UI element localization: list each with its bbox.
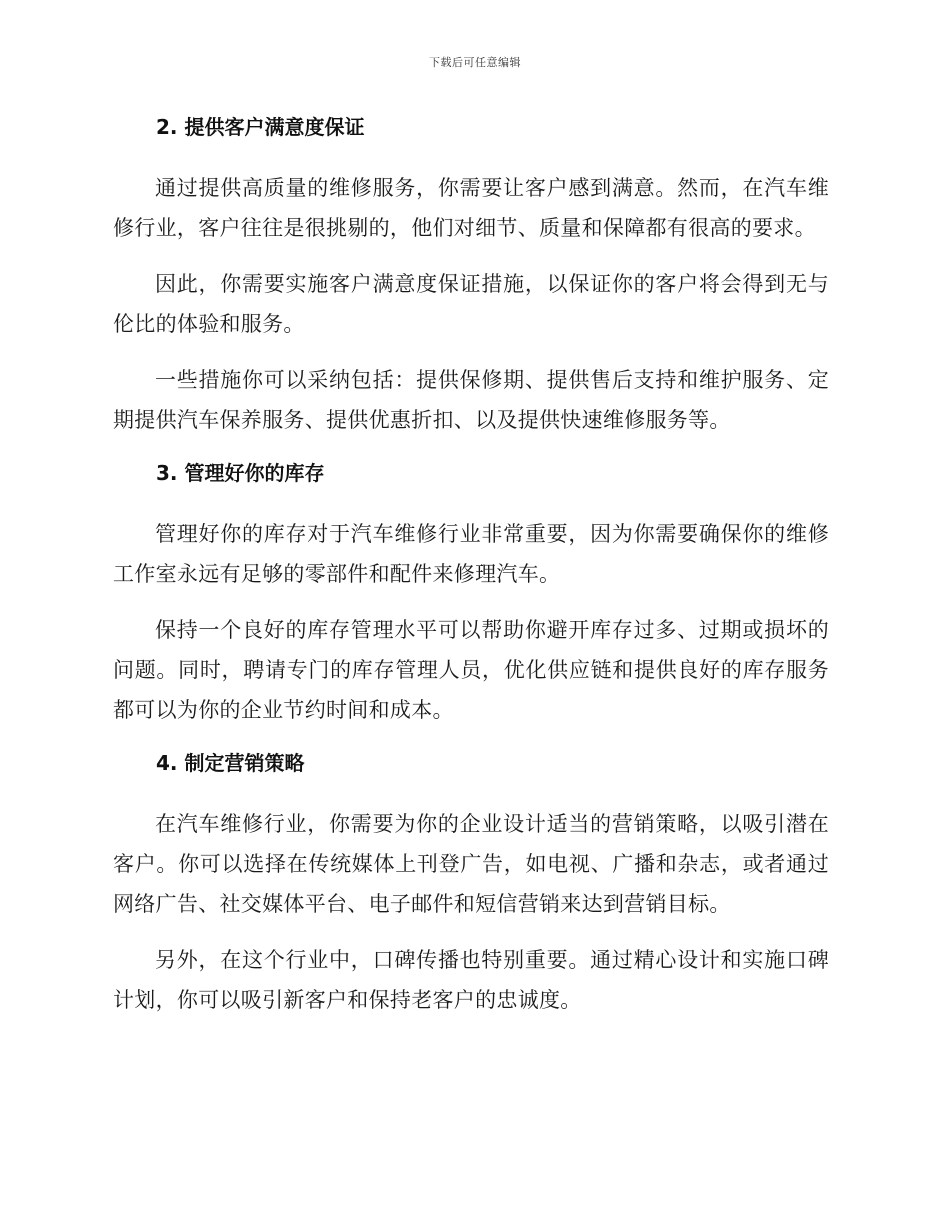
paragraph: 保持一个良好的库存管理水平可以帮助你避开库存过多、过期或损坏的问题。同时，聘请专门的库存管理人员，优化供应链和提供良好的库存服务都可以为你的企业节约时间和成本。 xyxy=(113,618,829,722)
paragraph: 另外，在这个行业中，口碑传播也特别重要。通过精心设计和实施口碑计划，你可以吸引新客户和保持老客户的忠诚度。 xyxy=(113,948,829,1012)
page-header: 下载后可任意编辑 xyxy=(429,56,521,69)
section-heading: 2. 提供客户满意度保证 xyxy=(156,115,365,139)
paragraph: 一些措施你可以采纳包括：提供保修期、提供售后支持和维护服务、定期提供汽车保养服务、提供优惠折扣、以及提供快速维修服务等。 xyxy=(113,368,829,432)
paragraph: 通过提供高质量的维修服务，你需要让客户感到满意。然而，在汽车维修行业，客户往往是很挑剔的，他们对细节、质量和保障都有很高的要求。 xyxy=(113,176,829,240)
paragraph: 因此，你需要实施客户满意度保证措施，以保证你的客户将会得到无与伦比的体验和服务。 xyxy=(113,272,829,336)
section-heading: 4. 制定营销策略 xyxy=(156,751,305,775)
paragraph: 管理好你的库存对于汽车维修行业非常重要，因为你需要确保你的维修工作室永远有足够的零部件和配件来修理汽车。 xyxy=(113,522,829,586)
document-body xyxy=(113,110,829,1036)
section-heading: 3. 管理好你的库存 xyxy=(156,461,325,485)
paragraph: 在汽车维修行业，你需要为你的企业设计适当的营销策略，以吸引潜在客户。你可以选择在传统媒体上刊登广告，如电视、广播和杂志，或者通过网络广告、社交媒体平台、电子邮件和短信营销来达到营销目标。 xyxy=(113,812,829,916)
